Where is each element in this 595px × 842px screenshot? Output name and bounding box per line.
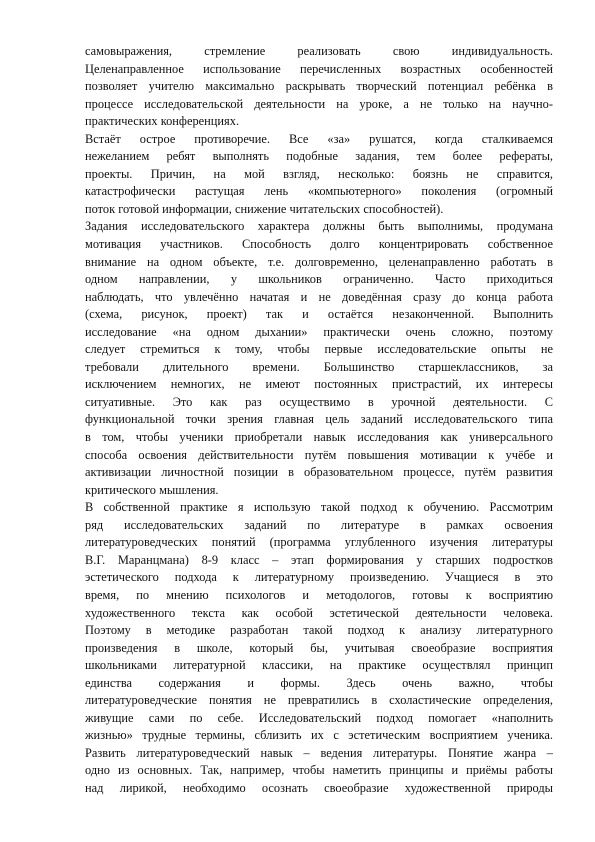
- text-line: В собственной практике я использую такой подход к обучению. Рассмотрим: [85, 500, 553, 515]
- text-line: поток готовой информации, снижение читательских способностей).: [85, 201, 444, 216]
- text-line: процессе исследовательской деятельности на уроке, а не только на научно-: [85, 96, 553, 111]
- text-line: эстетического подхода к литературному произведению. Учащиеся в это: [85, 570, 553, 585]
- text-line: нежеланием ребят выполнять подобные задания, тем более рефераты,: [85, 149, 553, 164]
- text-line: Встаёт острое противоречие. Все «за» рушатся, когда сталкиваемся: [85, 131, 553, 146]
- text-line: наблюдать, что увлечённо начатая и не доведённая сразу до конца работа: [85, 289, 553, 304]
- text-line: над лирикой, необходимо осознать своеобразие художественной природы: [85, 780, 553, 795]
- text-line: Развить литературоведческий навык – ведения литературы. Понятие жанра –: [85, 745, 553, 760]
- text-line: (схема, рисунок, проект) так и остаётся незаконченной. Выполнить: [85, 307, 553, 322]
- text-line: самовыражения, стремление реализовать свою индивидуальность.: [85, 44, 553, 58]
- text-line: внимание на одном объекте, т.е. долговременно, целенаправленно работать в: [85, 254, 553, 269]
- text-line: мотивация участников. Способность долго концентрировать собственное: [85, 237, 553, 252]
- text-line: В.Г. Маранцмана) 8-9 класс – этап формирования у старших подростков: [85, 552, 553, 567]
- text-line: в том, чтобы ученики приобретали навык исследования как универсального: [85, 430, 553, 445]
- text-line: способа освоения действительности путём повышения мотивации к учёбе и: [85, 447, 553, 462]
- paragraph-3: [85, 218, 553, 499]
- text-line: исследование «на одном дыхании» практически очень сложно, поэтому: [85, 324, 553, 339]
- text-line: следует стремиться к тому, чтобы первые исследовательские опыты не: [85, 342, 553, 357]
- text-line: школьниками литературной классики, на практике осуществлял принцип: [85, 658, 553, 673]
- text-line: литературоведческие понятия не превратились в схоластические определения,: [85, 693, 553, 708]
- text-line: проекты. Причин, на мой взгляд, несколько: боязнь не справится,: [85, 166, 553, 181]
- text-line: время, по мнению психологов и методологов, готовы к восприятию: [85, 587, 553, 602]
- text-line: Задания исследовательского характера должны быть выполнимы, продумана: [85, 219, 553, 234]
- paragraph-2: [85, 131, 553, 219]
- text-line: требовали длительного времени. Большинство старшеклассников, за: [85, 359, 553, 374]
- text-line: жизнью» трудные термины, сблизить их с эстетическим восприятием ученика.: [85, 728, 553, 743]
- text-line: одном направлении, у школьников ограниченно. Часто приходиться: [85, 272, 553, 287]
- text-line: единства содержания и формы. Здесь очень важно, чтобы: [85, 675, 553, 690]
- text-line: практических конференциях.: [85, 114, 240, 129]
- text-line: одно из основных. Так, например, чтобы наметить принципы и приёмы работы: [85, 763, 553, 778]
- text-line: живущие сами по себе. Исследовательский подход помогает «наполнить: [85, 710, 553, 725]
- text-line: катастрофически растущая лень «компьютерного» поколения (огромный: [85, 184, 553, 199]
- text-line: позволяет учителю максимально раскрывать творческий потенциал ребёнка в: [85, 79, 553, 94]
- paragraph-4: [85, 499, 553, 797]
- text-line: художественного текста как особой эстетической деятельности человека.: [85, 605, 553, 620]
- text-line: ситуативные. Это как раз осуществимо в урочной деятельности. С: [85, 394, 553, 409]
- text-line: исключением немногих, не имеют постоянных пристрастий, их интересы: [85, 377, 553, 392]
- document-body: [85, 43, 553, 798]
- text-line: литературоведческих понятий (программа углубленного изучения литературы: [85, 535, 553, 550]
- text-line: произведения в школе, который бы, учитывая своеобразие восприятия: [85, 640, 553, 655]
- text-line: критического мышления.: [85, 482, 219, 497]
- text-line: Целенаправленное использование перечисленных возрастных особенностей: [85, 61, 553, 76]
- text-line: активизации личностной позиции в образовательном процессе, путём развития: [85, 465, 553, 480]
- text-line: ряд исследовательских заданий по литературе в рамках освоения: [85, 517, 553, 532]
- text-line: Поэтому в методике разработан такой подход к анализу литературного: [85, 623, 553, 638]
- text-line: функциональной точки зрения главная цель заданий исследовательского типа: [85, 412, 553, 427]
- paragraph-1: [85, 43, 553, 131]
